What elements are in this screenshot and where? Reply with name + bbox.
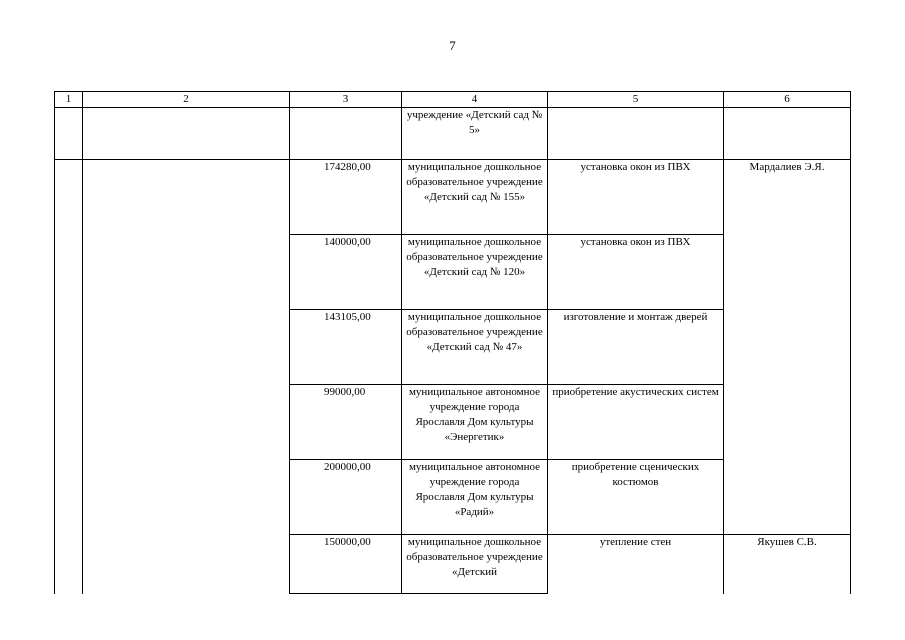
- cell-institution: муниципальное автономное учреждение города Ярославля Дом культуры «Радий»: [402, 460, 548, 535]
- cell-responsible: Якушев С.В.: [724, 535, 851, 594]
- cell-purpose: приобретение акустических систем: [548, 385, 724, 460]
- column-header: 6: [724, 92, 851, 108]
- cell-amount: 143105,00: [290, 310, 402, 385]
- column-header: 1: [55, 92, 83, 108]
- column-header: 4: [402, 92, 548, 108]
- cell-recipient: [83, 160, 290, 594]
- header-row: [55, 92, 851, 108]
- cell-recipient: [83, 108, 290, 160]
- column-header: 2: [83, 92, 290, 108]
- cell-amount: 150000,00: [290, 535, 402, 594]
- cell-institution: муниципальное дошкольное образовательное учреждение «Детский сад № 155»: [402, 160, 548, 235]
- cell-responsible: Мардалиев Э.Я.: [724, 160, 851, 535]
- cell-amount: 99000,00: [290, 385, 402, 460]
- cell-institution: муниципальное дошкольное образовательное учреждение «Детский сад № 47»: [402, 310, 548, 385]
- column-header: 3: [290, 92, 402, 108]
- cell-purpose: установка окон из ПВХ: [548, 235, 724, 310]
- cell-institution: муниципальное дошкольное образовательное учреждение «Детский: [402, 535, 548, 594]
- column-header: 5: [548, 92, 724, 108]
- cell-amount: 200000,00: [290, 460, 402, 535]
- cell-amount: [290, 108, 402, 160]
- table-row: [55, 160, 851, 235]
- cell-purpose: приобретение сценических костюмов: [548, 460, 724, 535]
- cell-responsible: [724, 108, 851, 160]
- cell-purpose: установка окон из ПВХ: [548, 160, 724, 235]
- cell-institution: учреждение «Детский сад № 5»: [402, 108, 548, 160]
- cell-institution: муниципальное автономное учреждение города Ярославля Дом культуры «Энергетик»: [402, 385, 548, 460]
- cell-amount: 174280,00: [290, 160, 402, 235]
- cell-purpose: [548, 108, 724, 160]
- allocation-table: [54, 91, 851, 594]
- cell-purpose: утепление стен: [548, 535, 724, 594]
- page-number: 7: [449, 38, 456, 53]
- cell-number: [55, 160, 83, 594]
- cell-purpose: изготовление и монтаж дверей: [548, 310, 724, 385]
- cell-number: [55, 108, 83, 160]
- table-row: [55, 108, 851, 160]
- cell-amount: 140000,00: [290, 235, 402, 310]
- cell-institution: муниципальное дошкольное образовательное учреждение «Детский сад № 120»: [402, 235, 548, 310]
